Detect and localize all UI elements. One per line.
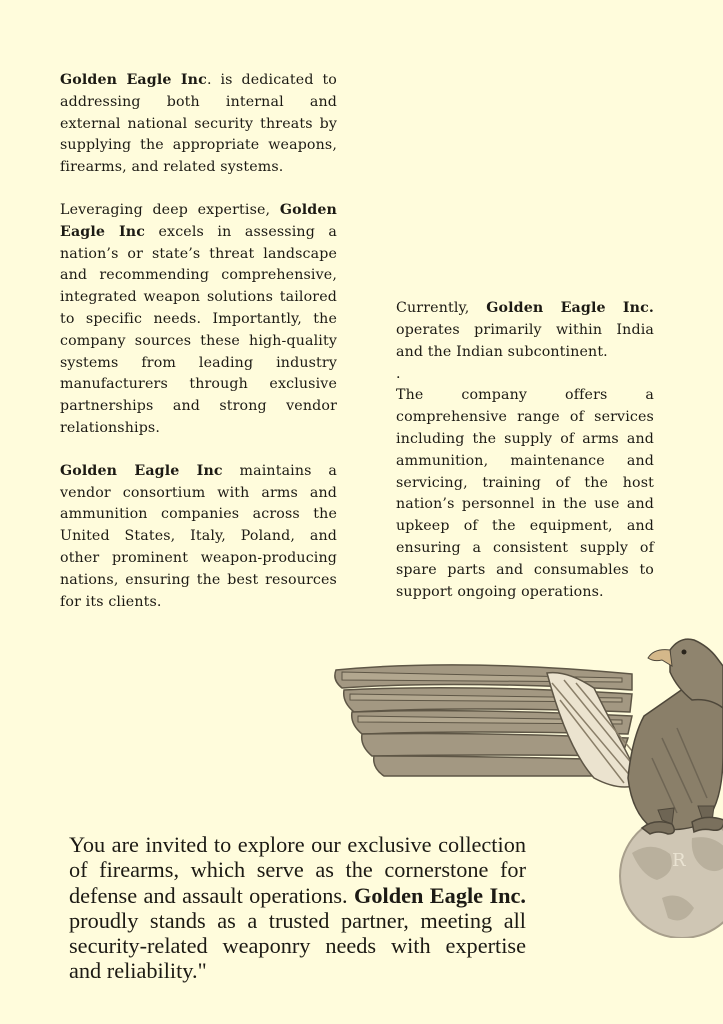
right-column xyxy=(396,298,654,603)
left-column xyxy=(60,70,337,613)
brand-name: Golden Eagle Inc xyxy=(60,201,337,240)
closing-statement: You are invited to explore our exclusive collection of firearms, which serve as the cornerstone for defense and assault operations. Golden Eagle Inc. proudly stands as a trusted partner, meeting all security-related weaponry needs with expertise and reliability." xyxy=(69,832,527,984)
beak-icon xyxy=(648,650,672,666)
intro-paragraph: Golden Eagle Inc. is dedicated to addressing both internal and external national security threats by supplying the appropriate weapons, firearms, and related systems. xyxy=(60,72,337,176)
separator-dot: . xyxy=(396,366,401,383)
services-paragraph: The company offers a comprehensive range of services including the supply of arms and ammunition, maintenance and servicing, training of the host nation’s personnel in the use and upkeep of the equipment, and ensuring a consistent supply of spare parts and consumables to support ongoing operations. xyxy=(396,387,654,600)
brand-name: Golden Eagle Inc xyxy=(60,462,223,479)
brand-name: Golden Eagle Inc xyxy=(60,72,207,88)
brand-name: Golden Eagle Inc. xyxy=(354,882,527,908)
globe-letter: R xyxy=(672,850,686,871)
brand-name: Golden Eagle Inc. xyxy=(486,300,654,316)
expertise-paragraph: Leveraging deep expertise, Golden Eagle Inc excels in assessing a nation’s or state’s threat landscape and recommending comprehensive, integrated weapon solutions tailored to specific needs. Importantly, the company sources these high-quality systems from leading industry manufacturers through exclusive partnerships and strong vendor relationships. xyxy=(60,201,337,436)
operations-paragraph: Currently, Golden Eagle Inc. operates primarily within India and the Indian subcontinent. xyxy=(396,300,654,360)
consortium-paragraph: Golden Eagle Inc maintains a vendor consortium with arms and ammunition companies across the United States, Italy, Poland, and other prominent weapon-producing nations, ensuring the best resources for its clients. xyxy=(60,462,337,610)
